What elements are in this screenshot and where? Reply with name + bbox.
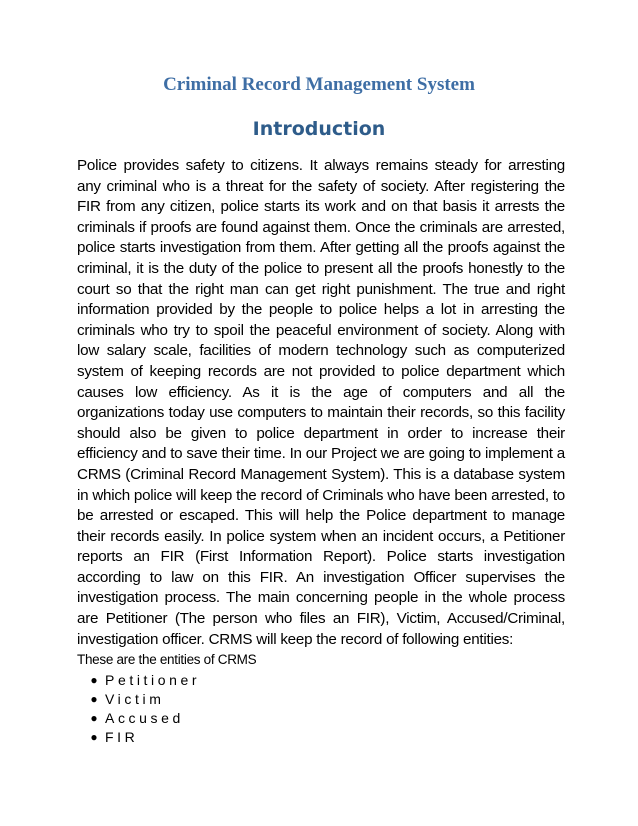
- entity-label: FIR: [105, 729, 139, 745]
- entity-list: [77, 671, 200, 747]
- list-item: [77, 671, 200, 690]
- entity-label: Victim: [105, 691, 165, 707]
- entity-label: Accused: [105, 710, 184, 726]
- entities-label: These are the entities of CRMS: [77, 652, 257, 667]
- list-item: [77, 690, 200, 709]
- bullet-icon: ●: [90, 711, 98, 725]
- bullet-icon: ●: [90, 692, 98, 706]
- entity-label: Petitioner: [105, 672, 201, 688]
- list-item: [77, 709, 200, 728]
- bullet-icon: ●: [90, 673, 98, 687]
- list-item: [77, 728, 200, 747]
- introduction-paragraph: Police provides safety to citizens. It always remains steady for arresting any criminal who is a threat for the safety of society. After registering the FIR from any citizen, police starts its work and on that basis it arrests the criminals if proofs are found against them. Once the criminals are arrested, police starts investigation from them. After getting all the proofs against the criminal, it is the duty of the police to present all the proofs honestly to the court so that the right man can get right punishment. The true and right information provided by the people to police helps a lot in arresting the criminals who try to spoil the peaceful environment of society. Along with low salary scale, facilities of modern technology such as computerized system of keeping records are not provided to police department which causes low efficiency. As it is the age of computers and all the organizations today use computers to maintain their records, so this facility should also be given to police department in order to increase their efficiency and to save their time. In our Project we are going to implement a CRMS (Criminal Record Management System). This is a database system in which police will keep the record of Criminals who have been arrested, to be arrested or escaped. This will help the Police department to manage their records easily. In police system when an incident occurs, a Petitioner reports an FIR (First Information Report). Police starts investigation according to law on this FIR. An investigation Officer supervises the investigation process. The main concerning people in the whole process are Petitioner (The person who files an FIR), Victim, Accused/Criminal, investigation officer. CRMS will keep the record of following entities:: [77, 157, 565, 648]
- document-title: Criminal Record Management System: [163, 74, 475, 95]
- section-heading: Introduction: [252, 118, 386, 140]
- bullet-icon: ●: [90, 730, 98, 744]
